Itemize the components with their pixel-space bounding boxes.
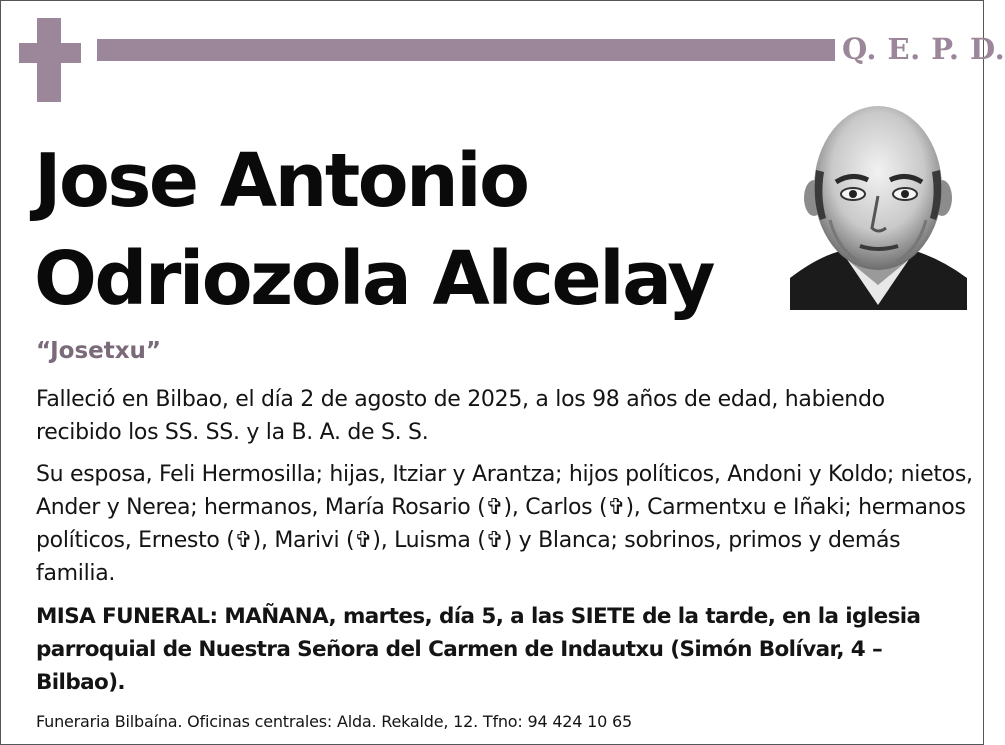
funeral-notice: MISA FUNERAL: MAÑANA, martes, día 5, a las SIETE de la tarde, en la iglesia parroquial de Nuestra Señora del Carmen de Indautxu (Simón Bolívar, 4 – Bilbao). bbox=[36, 604, 921, 695]
name-line1: Jose Antonio bbox=[34, 138, 528, 224]
name-line2: Odriozola Alcelay bbox=[34, 236, 713, 322]
nickname: “Josetxu” bbox=[36, 338, 162, 364]
header-bar bbox=[97, 39, 835, 61]
family-list: Su esposa, Feli Hermosilla; hijas, Itziar y Arantza; hijos políticos, Andoni y Koldo; nietos, Ander y Nerea; hermanos, María Rosario (✞), Carlos (✞), Carmentxu e Iñaki; hermanos políticos, Ernesto (✞), Marivi (✞), Luisma (✞) y Blanca; sobrinos, primos y demás familia. bbox=[36, 462, 973, 586]
portrait-photo bbox=[790, 100, 967, 310]
death-notice: Falleció en Bilbao, el día 2 de agosto de 2025, a los 98 años de edad, habiendo recibido los SS. SS. y la B. A. de S. S. bbox=[36, 387, 885, 445]
funeral-home-footer: Funeraria Bilbaína. Oficinas centrales: Alda. Rekalde, 12. Tfno: 94 424 10 65 bbox=[36, 712, 632, 731]
qepd-label: Q. E. P. D. bbox=[842, 32, 1005, 66]
deceased-name bbox=[34, 132, 754, 328]
